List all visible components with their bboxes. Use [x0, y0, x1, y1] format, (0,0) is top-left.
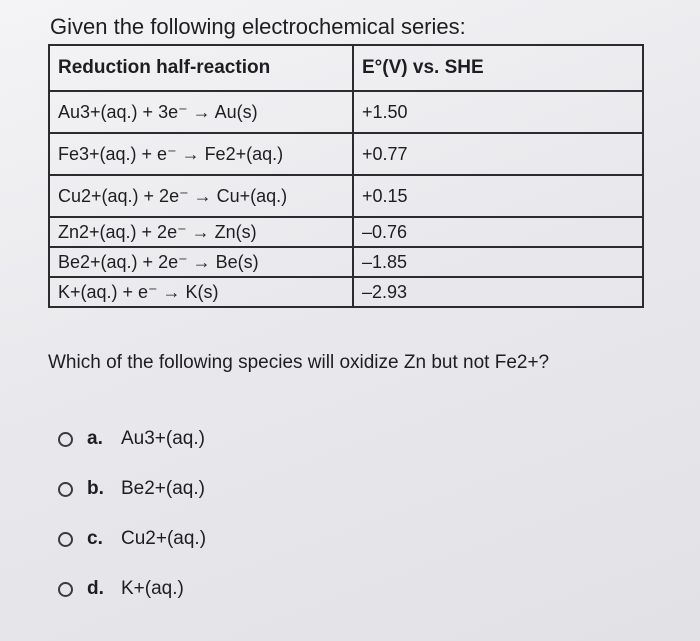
- radio-button-icon[interactable]: [58, 532, 73, 547]
- reaction-cell: K+(aq.) + e⁻ → K(s): [49, 277, 353, 307]
- electrochemical-series-table: [48, 44, 644, 308]
- reaction-cell: Zn2+(aq.) + 2e⁻ → Zn(s): [49, 217, 353, 247]
- option-b[interactable]: [58, 464, 206, 514]
- table-row: [49, 247, 643, 277]
- radio-button-icon[interactable]: [58, 582, 73, 597]
- potential-cell: +0.77: [353, 133, 643, 175]
- option-text: Cu2+(aq.): [121, 528, 207, 549]
- header-reduction-half-reaction: Reduction half-reaction: [49, 45, 353, 91]
- option-text: Au3+(aq.): [121, 428, 205, 449]
- table-row: [49, 175, 643, 217]
- reaction-cell: Au3+(aq.) + 3e⁻ → Au(s): [49, 91, 353, 133]
- option-letter: d.: [87, 578, 104, 599]
- table-header-row: [49, 45, 643, 91]
- potential-cell: –1.85: [353, 247, 643, 277]
- table-row: [49, 91, 643, 133]
- option-d[interactable]: [58, 564, 206, 614]
- question-text: Which of the following species will oxidize Zn but not Fe2+?: [48, 352, 550, 373]
- potential-cell: –2.93: [353, 277, 643, 307]
- option-letter: b.: [87, 478, 104, 499]
- option-a[interactable]: [58, 414, 206, 464]
- header-potential: E°(V) vs. SHE: [353, 45, 643, 91]
- option-letter: c.: [87, 528, 103, 549]
- option-text: K+(aq.): [121, 578, 184, 599]
- potential-cell: +1.50: [353, 91, 643, 133]
- radio-button-icon[interactable]: [58, 432, 73, 447]
- reaction-cell: Fe3+(aq.) + e⁻ → Fe2+(aq.): [49, 133, 353, 175]
- option-text: Be2+(aq.): [121, 478, 205, 499]
- radio-button-icon[interactable]: [58, 482, 73, 497]
- option-c[interactable]: [58, 514, 206, 564]
- table-row: [49, 277, 643, 307]
- potential-cell: +0.15: [353, 175, 643, 217]
- reaction-cell: Cu2+(aq.) + 2e⁻ → Cu+(aq.): [49, 175, 353, 217]
- table-row: [49, 217, 643, 247]
- answer-options: [58, 414, 206, 614]
- table-row: [49, 133, 643, 175]
- potential-cell: –0.76: [353, 217, 643, 247]
- page-title: Given the following electrochemical series:: [50, 14, 466, 39]
- reaction-cell: Be2+(aq.) + 2e⁻ → Be(s): [49, 247, 353, 277]
- option-letter: a.: [87, 428, 103, 449]
